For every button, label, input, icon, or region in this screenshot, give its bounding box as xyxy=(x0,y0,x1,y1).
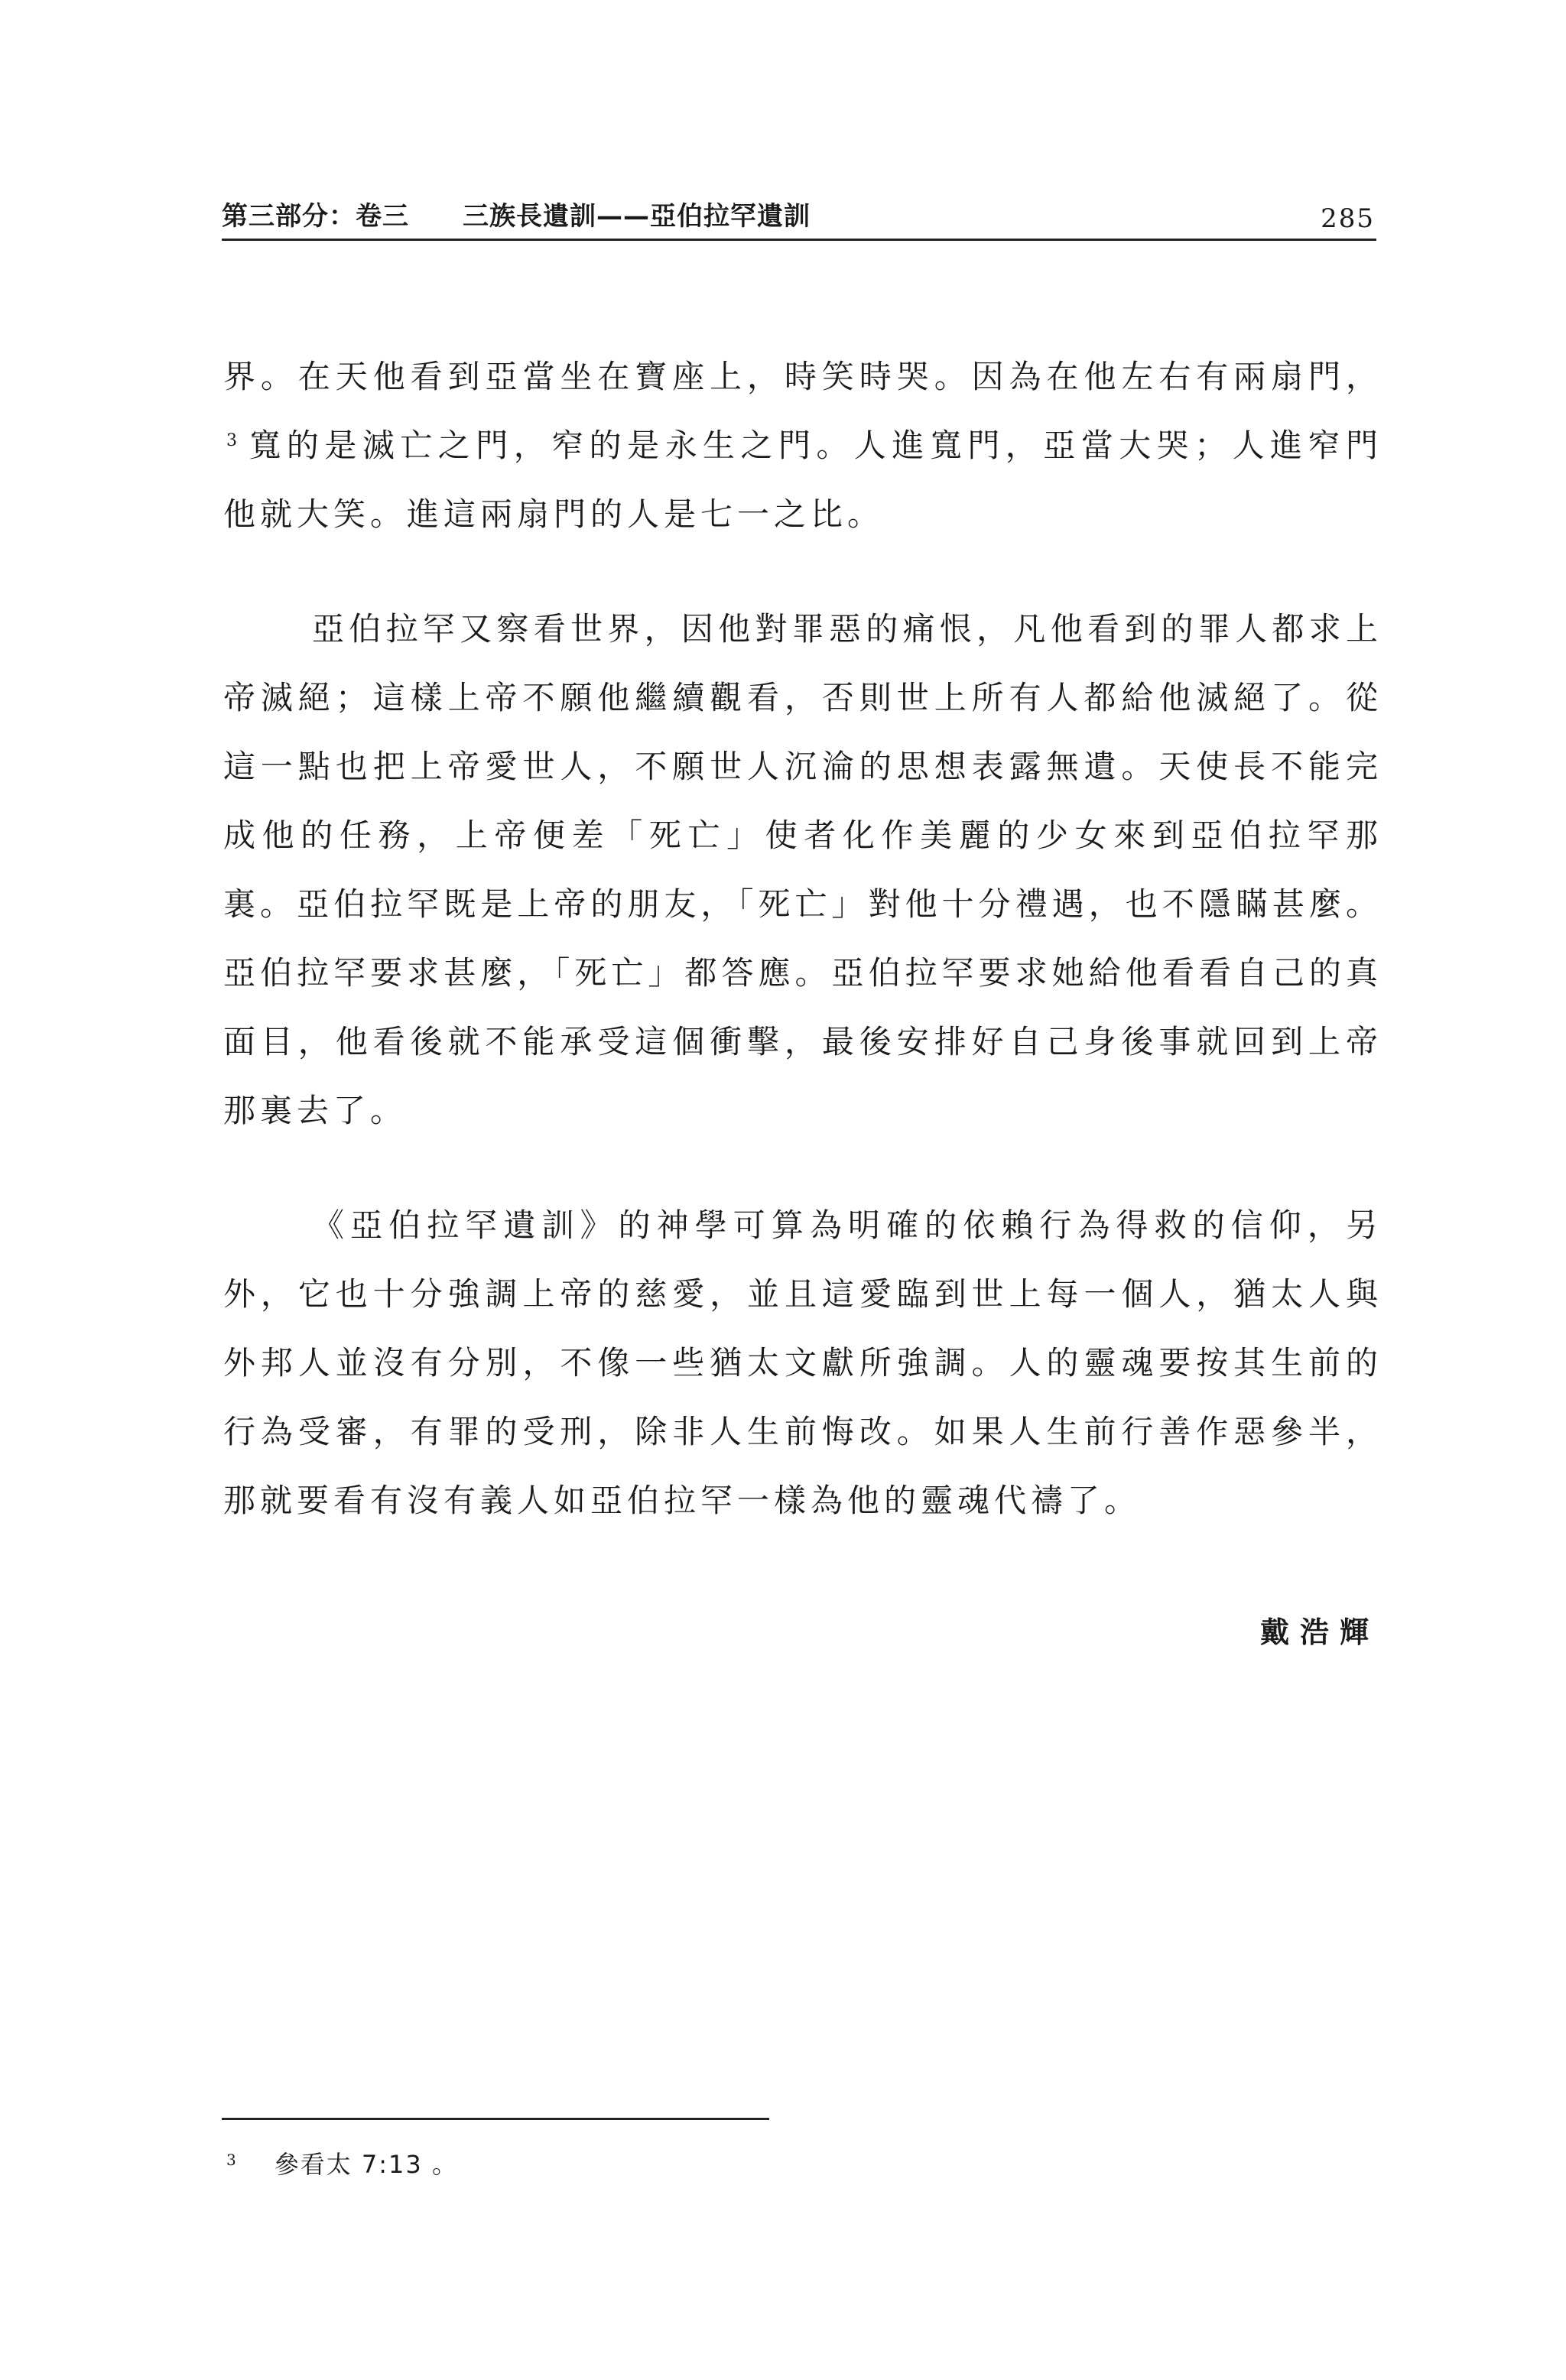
section-label: 第三部分：卷三 xyxy=(222,201,409,232)
footnote-mark: 3 xyxy=(226,2151,238,2169)
paragraph-2: 亞伯拉罕又察看世界，因他對罪惡的痛恨，凡他看到的罪人都求上帝滅絕；這樣上帝不願他繼續觀看，否則世上所有人都給他滅絕了。從這一點也把上帝愛世人，不願世人沉淪的思想表露無遺。天使長不能完成他的任務，上帝便差「死亡」使者化作美麗的少女來到亞伯拉罕那裏。亞伯拉罕既是上帝的朋友，「死亡」對他十分禮遇，也不隱瞞甚麼。亞伯拉罕要求甚麼，「死亡」都答應。亞伯拉罕要求她給他看看自己的真面目，他看後就不能承受這個衝擊，最後安排好自己身後事就回到上帝那裏去了。 xyxy=(223,610,1382,1129)
paragraph-1-text-b: 寬的是滅亡之門，窄的是永生之門。人進寬門，亞當大哭；人進窄門他就大笑。進這兩扇門的人是七一之比。 xyxy=(223,427,1382,533)
paragraph-3: 《亞伯拉罕遺訓》的神學可算為明確的依賴行為得救的信仰，另外，它也十分強調上帝的慈愛，並且這愛臨到世上每一個人，猶太人與外邦人並沒有分別，不像一些猶太文獻所強調。人的靈魂要按其生前的行為受審，有罪的受刑，除非人生前悔改。如果人生前行善作惡參半，那就要看有沒有義人如亞伯拉罕一樣為他的靈魂代禱了。 xyxy=(223,1206,1382,1519)
running-title xyxy=(222,195,811,232)
page-number: 285 xyxy=(1321,203,1375,234)
footnote-divider xyxy=(222,2118,769,2120)
footnote-text: 參看太 7:13 。 xyxy=(274,2150,458,2179)
footnote-reference[interactable]: 3 xyxy=(226,431,237,450)
chapter-title: 三族長遺訓——亞伯拉罕遺訓 xyxy=(463,201,811,232)
author-signature: 戴浩輝 xyxy=(1259,1615,1379,1649)
paragraph-1-text-a: 界。在天他看到亞當坐在寶座上，時笑時哭。因為在他左右有兩扇門， xyxy=(223,358,1382,395)
footnote xyxy=(226,2145,458,2180)
body-text xyxy=(223,343,1382,1581)
paragraph-1 xyxy=(223,343,1382,549)
running-header xyxy=(222,193,1376,241)
